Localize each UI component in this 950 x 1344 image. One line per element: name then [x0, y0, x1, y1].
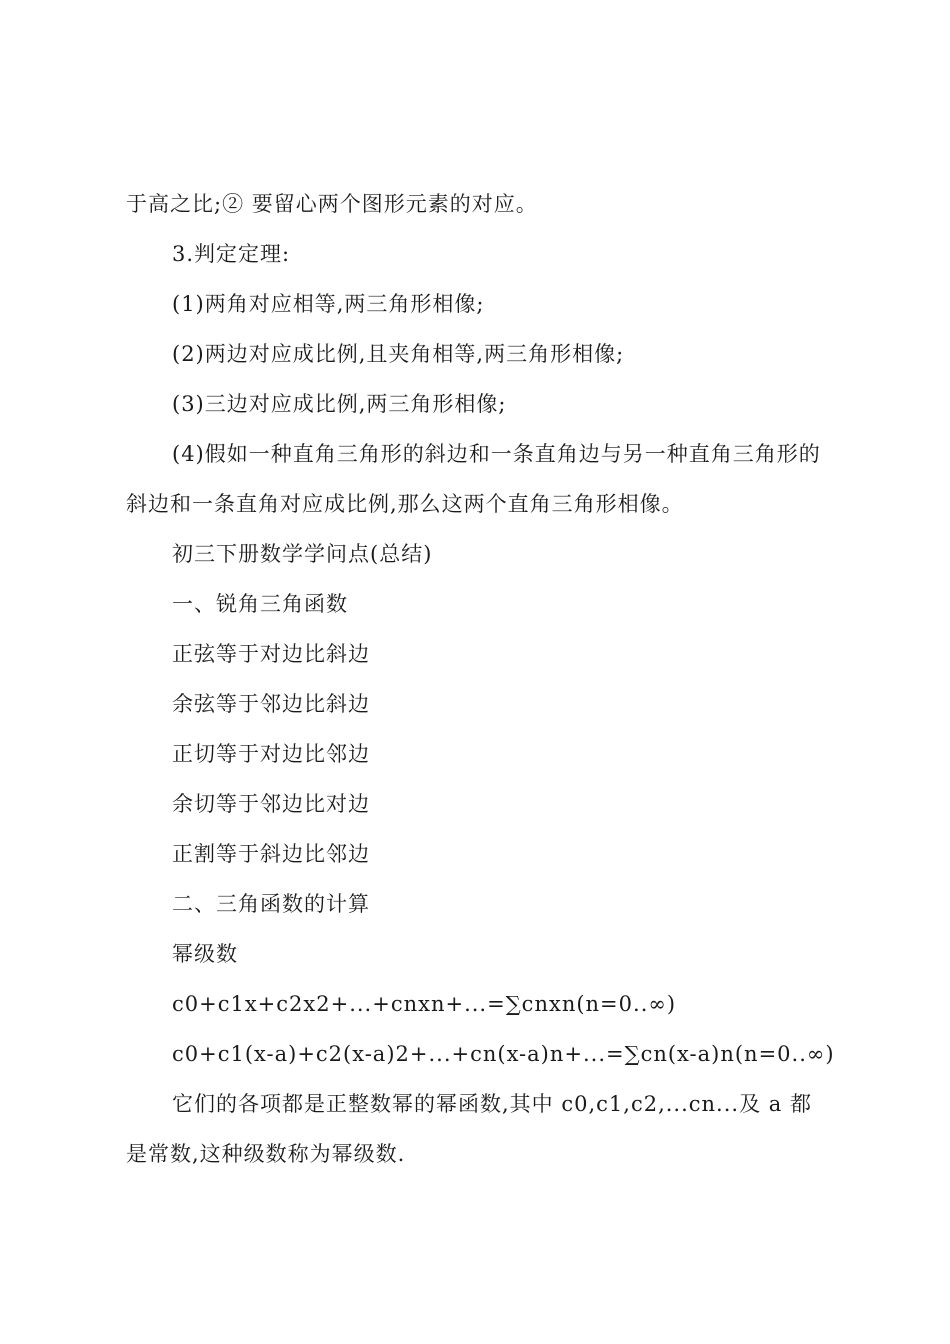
text-line-similarity-note: 于高之比;② 要留心两个图形元素的对应。	[126, 192, 538, 216]
paragraph-power-series-continued: 是常数,这种级数称为幂级数.	[126, 1142, 406, 1166]
section-title: 初三下册数学学问点(总结)	[172, 542, 433, 566]
theorem-item-1: (1)两角对应相等,两三角形相像;	[172, 292, 485, 316]
heading-acute-trig-functions: 一、锐角三角函数	[172, 592, 348, 616]
theorem-item-2: (2)两边对应成比例,且夹角相等,两三角形相像;	[172, 342, 625, 366]
definition-cotangent: 余切等于邻边比对边	[172, 792, 370, 816]
heading-trig-calculation: 二、三角函数的计算	[172, 892, 370, 916]
definition-sine: 正弦等于对边比斜边	[172, 642, 370, 666]
formula-power-series-1: c0+c1x+c2x2+...+cnxn+...=∑cnxn(n=0..∞)	[172, 992, 677, 1016]
theorem-item-4-continued: 斜边和一条直角对应成比例,那么这两个直角三角形相像。	[126, 492, 684, 516]
heading-judgment-theorem: 3.判定定理:	[172, 242, 291, 266]
definition-tangent: 正切等于对边比邻边	[172, 742, 370, 766]
paragraph-power-series: 它们的各项都是正整数幂的幂函数,其中 c0,c1,c2,...cn...及 a 都	[172, 1092, 812, 1116]
heading-power-series: 幂级数	[172, 942, 238, 966]
theorem-item-4: (4)假如一种直角三角形的斜边和一条直角边与另一种直角三角形的	[172, 442, 821, 466]
formula-power-series-2: c0+c1(x-a)+c2(x-a)2+...+cn(x-a)n+...=∑cn(x-a)n(n=0..∞)	[172, 1042, 835, 1066]
definition-secant: 正割等于斜边比邻边	[172, 842, 370, 866]
definition-cosine: 余弦等于邻边比斜边	[172, 692, 370, 716]
theorem-item-3: (3)三边对应成比例,两三角形相像;	[172, 392, 507, 416]
